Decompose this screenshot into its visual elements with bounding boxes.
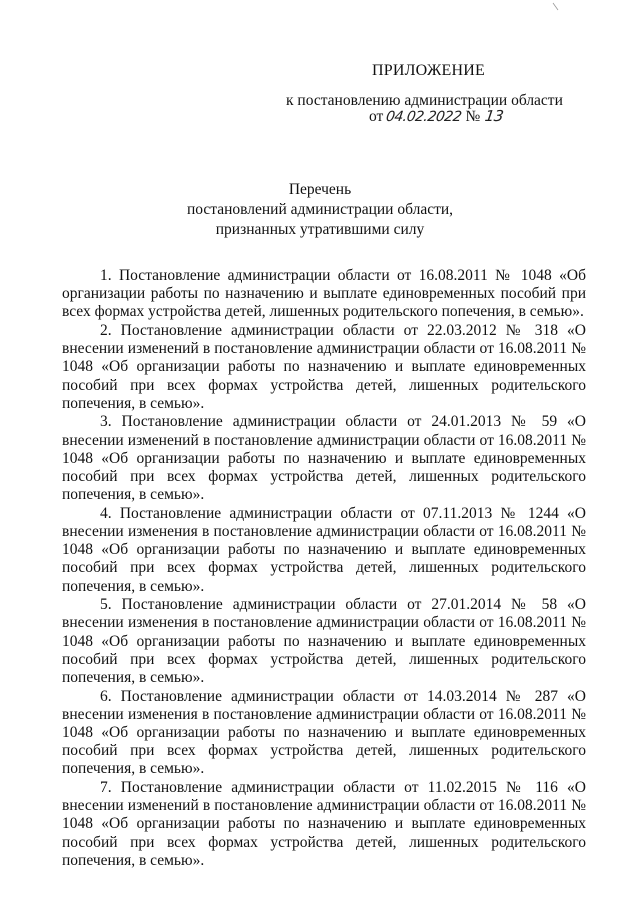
handwritten-number: 13 [484, 107, 505, 125]
handwritten-date: 04.02.2022 [385, 109, 463, 125]
heading-line-3: признанных утратившими силу [215, 221, 425, 238]
appendix-reference: к постановлению администрации области [286, 92, 563, 109]
list-item: 3. Постановление администрации области от 24.01.2013 № 59 «О внесении изменений в постановление администрации области от 16.08.2011 № 1048 «Об организации работы по назначению и выплате единовременных пособий при всех формах устройства детей, лишенных родительского попечения, в семью». [62, 413, 586, 504]
list-item: 4. Постановление администрации области от 07.11.2013 № 1244 «О внесении изменения в постановление администрации области от 16.08.2011 № 1048 «Об организации работы по назначению и выплате единовременных пособий при всех формах устройства детей, лишенных родительского попечения, в семью». [62, 504, 586, 595]
resolution-list [62, 267, 586, 870]
list-item: 1. Постановление администрации области от 16.08.2011 № 1048 «Об организации работы по назначению и выплате единовременных пособий при всех формах устройства детей, лишенных родительского попечения, в семью». [62, 267, 586, 321]
list-item: 5. Постановление администрации области от 27.01.2014 № 58 «О внесении изменения в постановление администрации области от 16.08.2011 № 1048 «Об организации работы по назначению и выплате единовременных пособий при всех формах устройства детей, лишенных родительского попечения, в семью». [62, 596, 586, 687]
heading-line-2: постановлений администрации области, [186, 201, 454, 218]
number-prefix: № [465, 108, 481, 125]
scan-mark [552, 2, 560, 12]
appendix-date-line [369, 107, 507, 126]
list-item: 6. Постановление администрации области от 14.03.2014 № 287 «О внесении изменения в постановление администрации области от 16.08.2011 № 1048 «Об организации работы по назначению и выплате единовременных пособий при всех формах устройства детей, лишенных родительского попечения, в семью». [62, 687, 586, 778]
appendix-title: ПРИЛОЖЕНИЕ [372, 62, 486, 79]
list-item: 2. Постановление администрации области от 22.03.2012 № 318 «О внесении изменений в постановление администрации области от 16.08.2011 № 1048 «Об организации работы по назначению и выплате единовременных пособий при всех формах устройства детей, лишенных родительского попечения, в семью». [62, 322, 586, 412]
date-prefix: от [369, 108, 384, 125]
list-item: 7. Постановление администрации области от 11.02.2015 № 116 «О внесении изменений в постановление администрации области от 16.08.2011 № 1048 «Об организации работы по назначению и выплате единовременных пособий при всех формах устройства детей, лишенных родительского попечения, в семью». [62, 779, 586, 869]
list-heading [0, 180, 640, 240]
heading-line-1: Перечень [288, 181, 352, 198]
